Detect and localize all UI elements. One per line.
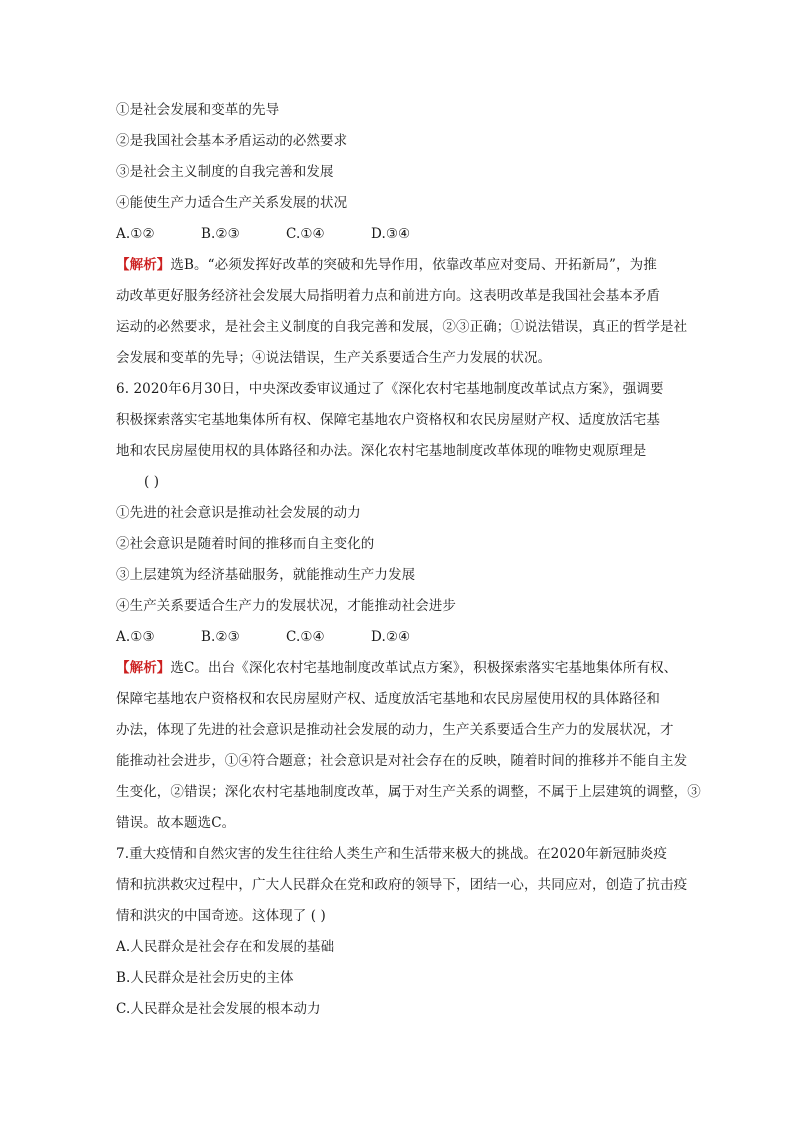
q5-option-2: ②是我国社会基本矛盾运动的必然要求 <box>116 133 348 149</box>
q6-choice-a: A.①③ <box>116 629 155 645</box>
q6-option-1: ①先进的社会意识是推动社会发展的动力 <box>116 505 361 521</box>
q6-stem-line-1: 6. 2020年6月30日，中央深改委审议通过了《深化农村宅基地制度改革试点方案》，强调要 <box>116 381 664 397</box>
q5-analysis-text-1: 选B。“必须发挥好改革的突破和先导作用，依靠改革应对变局、开拓新局”，为推 <box>170 257 657 273</box>
q7-stem-line-2: 情和抗洪救灾过程中，广大人民群众在党和政府的领导下，团结一心，共同应对，创造了抗击疫 <box>116 877 688 893</box>
q7-option-b: B.人民群众是社会历史的主体 <box>116 970 294 986</box>
q6-analysis-line-5: 生变化，②错误；深化农村宅基地制度改革，属于对生产关系的调整，不属于上层建筑的调整，③ <box>116 784 701 800</box>
q5-option-3: ③是社会主义制度的自我完善和发展 <box>116 164 334 180</box>
q5-choice-d: D.③④ <box>371 226 411 242</box>
q7-stem-line-1: 7.重大疫情和自然灾害的发生往往给人类生产和生活带来极大的挑战。在2020年新冠肺炎疫 <box>116 846 668 862</box>
q6-analysis-text-1: 选C。出台《深化农村宅基地制度改革试点方案》，积极探索落实宅基地集体所有权、 <box>170 660 678 676</box>
q7-option-c: C.人民群众是社会发展的根本动力 <box>116 1001 321 1017</box>
q5-analysis-line-2: 动改革更好服务经济社会发展大局指明着力点和前进方向。这表明改革是我国社会基本矛盾 <box>116 288 660 304</box>
q7-stem-line-3: 情和洪灾的中国奇迹。这体现了 ( ) <box>116 908 326 924</box>
q6-choice-b: B.②③ <box>201 629 240 645</box>
q6-stem-line-2: 积极探索落实宅基地集体所有权、保障宅基地农户资格权和农民房屋财产权、适度放活宅基 <box>116 412 660 428</box>
q6-choices <box>116 627 684 658</box>
q5-analysis-line-4: 会发展和变革的先导；④说法错误，生产关系要适合生产力发展的状况。 <box>116 350 552 366</box>
q5-choices <box>116 224 684 255</box>
q7-option-a: A.人民群众是社会存在和发展的基础 <box>116 939 335 955</box>
q6-answer-paren: ( ) <box>144 474 160 490</box>
q6-analysis-line-1 <box>116 658 684 689</box>
q5-choice-c: C.①④ <box>286 226 325 242</box>
q6-choice-d: D.②④ <box>371 629 411 645</box>
q5-analysis-line-1 <box>116 255 684 286</box>
q6-option-3: ③上层建筑为经济基础服务，就能推动生产力发展 <box>116 567 416 583</box>
q6-analysis-label: 【解析】 <box>116 660 171 676</box>
q6-option-2: ②社会意识是随着时间的推移而自主变化的 <box>116 536 375 552</box>
q5-option-4: ④能使生产力适合生产关系发展的状况 <box>116 195 348 211</box>
q6-option-4: ④生产关系要适合生产力的发展状况，才能推动社会进步 <box>116 598 456 614</box>
q5-choice-b: B.②③ <box>201 226 240 242</box>
q5-option-1: ①是社会发展和变革的先导 <box>116 102 280 118</box>
document-content <box>116 100 701 1030</box>
q6-analysis-line-6: 错误。故本题选C。 <box>116 815 236 831</box>
q5-analysis-line-3: 运动的必然要求，是社会主义制度的自我完善和发展，②③正确；①说法错误，真正的哲学是社 <box>116 319 688 335</box>
q6-analysis-line-3: 办法，体现了先进的社会意识是推动社会发展的动力，生产关系要适合生产力的发展状况，才 <box>116 722 674 738</box>
q5-analysis-label: 【解析】 <box>116 257 171 273</box>
q6-stem-line-3: 地和农民房屋使用权的具体路径和办法。深化农村宅基地制度改革体现的唯物史观原理是 <box>116 443 647 459</box>
q5-choice-a: A.①② <box>116 226 155 242</box>
q6-choice-c: C.①④ <box>286 629 325 645</box>
q6-analysis-line-4: 能推动社会进步，①④符合题意；社会意识是对社会存在的反映，随着时间的推移并不能自主发 <box>116 753 688 769</box>
q6-analysis-line-2: 保障宅基地农户资格权和农民房屋财产权、适度放活宅基地和农民房屋使用权的具体路径和 <box>116 691 660 707</box>
